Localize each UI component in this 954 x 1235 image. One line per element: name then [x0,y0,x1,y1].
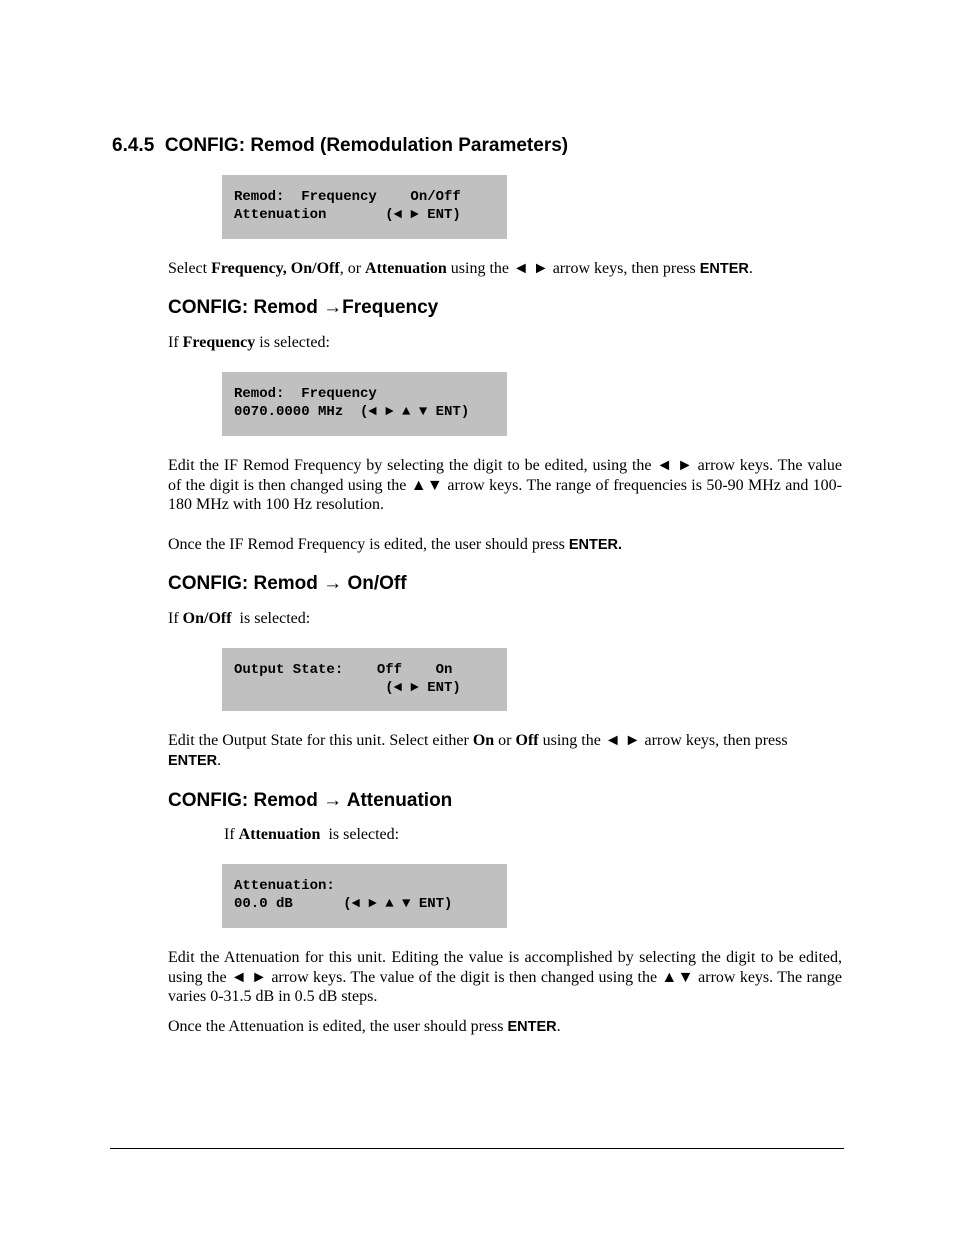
text: , or [339,260,366,277]
lcd-line-1: Remod: Frequency On/Off [234,189,461,205]
frequency-heading: CONFIG: Remod →Frequency [168,297,439,318]
bold-text: Frequency [182,334,256,351]
text: . [556,1018,561,1035]
intro-paragraph [168,259,848,280]
bold-text: Attenuation [365,260,447,277]
lcd-display-frequency [222,372,507,436]
lcd-line-2: Attenuation (◄ ► ENT) [234,207,461,223]
text: If [168,334,183,351]
frequency-if-text [168,333,330,353]
text: Once the Attenuation is edited, the user should press [168,1018,508,1035]
text: is selected: [255,334,330,351]
lcd-line-1: Output State: Off On [234,662,453,678]
text: using the ◄ ► arrow keys, then press [446,260,700,277]
bold-text: Attenuation [238,826,321,843]
text: . [748,260,753,277]
lcd-line-1: Remod: Frequency [234,386,377,402]
text: Once the IF Remod Frequency is edited, the user should press [168,536,569,553]
lcd-line-1: Attenuation: [234,878,335,894]
lcd-display-onoff [222,648,507,711]
onoff-heading: CONFIG: Remod → On/Off [168,573,407,594]
text: Edit the Output State for this unit. Select either [168,732,473,749]
text: If [168,610,183,627]
frequency-once-text [168,535,842,556]
text: using the ◄ ► arrow keys, then press [538,732,788,749]
lcd-line-2: 00.0 dB (◄ ► ▲ ▼ ENT) [234,896,453,912]
lcd-display-attenuation [222,864,507,928]
lcd-display-main [222,175,507,239]
attenuation-paragraph: Edit the Attenuation for this unit. Editing the value is accomplished by selecting the digit to be edited, using the ◄ ► arrow keys. The value of the digit is then changed using the ▲▼ arrow keys. The range varies 0-31.5 dB in 0.5 dB steps. [168,949,842,1005]
lcd-line-2: (◄ ► ENT) [234,680,461,696]
attenuation-once-text [168,1017,842,1038]
text: . [217,751,222,769]
onoff-if-text [168,609,310,629]
footer-rule [110,1148,844,1149]
attenuation-if-text [224,825,399,845]
lcd-line-2: 0070.0000 MHz (◄ ► ▲ ▼ ENT) [234,404,470,420]
text: is selected: [231,610,311,627]
attenuation-heading: CONFIG: Remod → Attenuation [168,790,453,811]
section-number: 6.4.5 [112,135,155,156]
text: Select [168,260,212,277]
enter-key-label: ENTER. [568,537,622,553]
bold-text: On [472,732,495,749]
section-heading [112,135,568,157]
section-title: CONFIG: Remod (Remodulation Parameters) [164,135,569,156]
onoff-paragraph [168,731,848,771]
text: If [224,826,239,843]
bold-text: Off [515,732,539,749]
enter-key-label: ENTER [507,1019,557,1035]
bold-text: On/Off [182,610,232,627]
text: or [494,732,516,749]
text: is selected: [320,826,400,843]
enter-key-label: ENTER [168,752,218,769]
enter-key-label: ENTER [699,261,749,277]
frequency-paragraph: Edit the IF Remod Frequency by selecting the digit to be edited, using the ◄ ► arrow keys. The value of the digit is then changed using the ▲▼ arrow keys. The range of frequencies is 50-90 MHz and 100-180 MHz with 100 Hz resolution. [168,457,842,513]
bold-text: Frequency, On/Off [211,260,340,277]
